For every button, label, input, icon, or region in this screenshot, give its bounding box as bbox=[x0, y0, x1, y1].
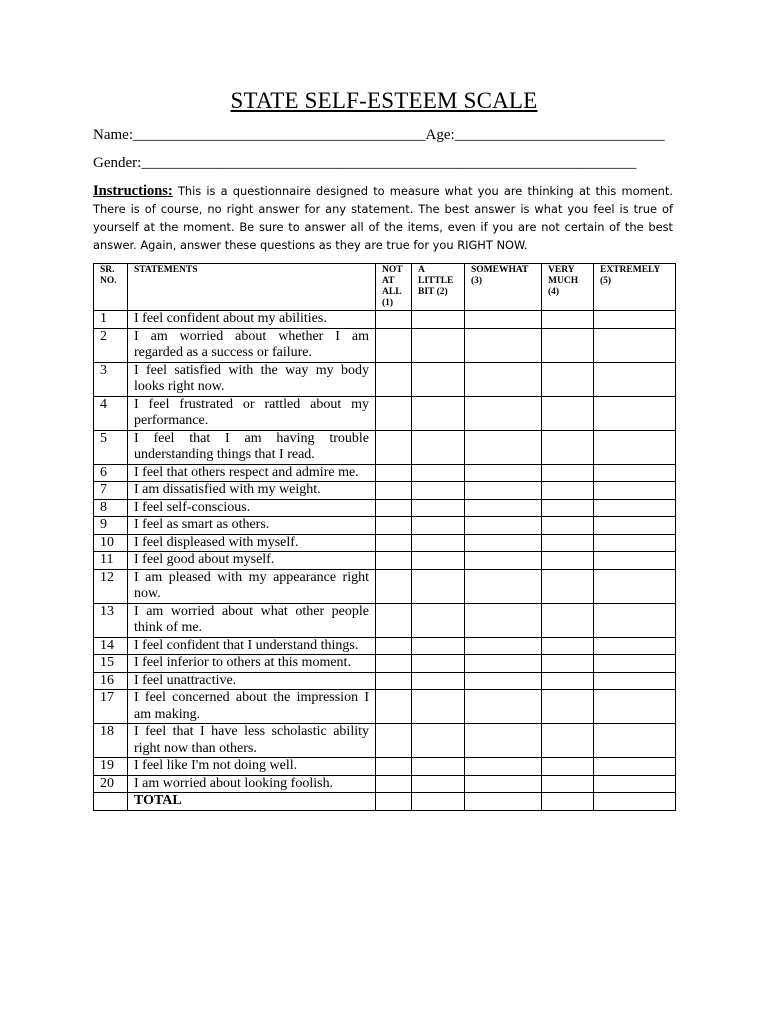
gender-label: Gender: bbox=[93, 155, 142, 171]
rating-cell-a-little-bit[interactable] bbox=[412, 637, 465, 655]
rating-cell-very-much[interactable] bbox=[542, 430, 594, 464]
rating-cell-very-much[interactable] bbox=[542, 672, 594, 690]
table-row bbox=[94, 775, 676, 793]
rating-cell-extremely[interactable] bbox=[594, 637, 676, 655]
item-number: 13 bbox=[94, 603, 128, 637]
rating-cell-not-at-all[interactable] bbox=[376, 328, 412, 362]
rating-cell-not-at-all[interactable] bbox=[376, 724, 412, 758]
table-row bbox=[94, 690, 676, 724]
item-number: 12 bbox=[94, 569, 128, 603]
rating-cell-a-little-bit[interactable] bbox=[412, 482, 465, 500]
gender-field[interactable]: __________________________________________________________________ bbox=[141, 155, 637, 171]
rating-cell-not-at-all[interactable] bbox=[376, 569, 412, 603]
rating-cell-very-much[interactable] bbox=[542, 482, 594, 500]
rating-cell-somewhat[interactable] bbox=[465, 464, 542, 482]
item-number: 11 bbox=[94, 552, 128, 570]
rating-cell-not-at-all[interactable] bbox=[376, 396, 412, 430]
rating-cell-extremely[interactable] bbox=[594, 396, 676, 430]
rating-cell-somewhat[interactable] bbox=[465, 482, 542, 500]
item-statement: I feel like I'm not doing well. bbox=[128, 758, 376, 776]
item-number: 7 bbox=[94, 482, 128, 500]
rating-cell-somewhat[interactable] bbox=[465, 311, 542, 329]
item-statement: I feel that I am having trouble understanding things that I read. bbox=[128, 430, 376, 464]
table-row bbox=[94, 517, 676, 535]
table-row bbox=[94, 499, 676, 517]
rating-cell-extremely[interactable] bbox=[594, 534, 676, 552]
table-row bbox=[94, 534, 676, 552]
instructions-text: This is a questionnaire designed to measure what you are thinking at this moment. There is of course, no right answer for any statement. The best answer is what you feel is true of yourself at the moment. Be sure to answer all of the items, even if you are not certain of the best answer. Again, answer these questions as they are true for you RIGHT NOW. bbox=[93, 184, 673, 252]
rating-cell-a-little-bit[interactable] bbox=[412, 517, 465, 535]
item-number: 5 bbox=[94, 430, 128, 464]
item-number: 8 bbox=[94, 499, 128, 517]
rating-cell-a-little-bit[interactable] bbox=[412, 724, 465, 758]
table-row bbox=[94, 482, 676, 500]
age-field[interactable]: ____________________________ bbox=[454, 127, 665, 143]
item-number: 15 bbox=[94, 655, 128, 673]
instructions bbox=[93, 182, 673, 254]
rating-cell-not-at-all[interactable] bbox=[376, 482, 412, 500]
rating-cell-a-little-bit[interactable] bbox=[412, 311, 465, 329]
rating-cell-a-little-bit[interactable] bbox=[412, 758, 465, 776]
rating-cell-not-at-all[interactable] bbox=[376, 775, 412, 793]
rating-cell-extremely[interactable] bbox=[594, 311, 676, 329]
rating-cell-a-little-bit[interactable] bbox=[412, 775, 465, 793]
item-statement: I feel that I have less scholastic ability right now than others. bbox=[128, 724, 376, 758]
header-a-little-bit: A LITTLE BIT (2) bbox=[412, 264, 465, 311]
age-label: Age: bbox=[425, 127, 455, 143]
rating-cell-very-much[interactable] bbox=[542, 552, 594, 570]
rating-cell-somewhat[interactable] bbox=[465, 430, 542, 464]
rating-cell-somewhat[interactable] bbox=[465, 362, 542, 396]
total-row bbox=[94, 793, 676, 811]
rating-cell-very-much[interactable] bbox=[542, 311, 594, 329]
item-number: 20 bbox=[94, 775, 128, 793]
item-number: 4 bbox=[94, 396, 128, 430]
header-somewhat: SOMEWHAT (3) bbox=[465, 264, 542, 311]
rating-cell-not-at-all[interactable] bbox=[376, 311, 412, 329]
header-extremely: EXTREMELY (5) bbox=[594, 264, 676, 311]
rating-cell-somewhat[interactable] bbox=[465, 499, 542, 517]
rating-cell-extremely[interactable] bbox=[594, 362, 676, 396]
table-row bbox=[94, 311, 676, 329]
rating-cell-not-at-all[interactable] bbox=[376, 603, 412, 637]
item-statement: I feel as smart as others. bbox=[128, 517, 376, 535]
item-statement: I am worried about looking foolish. bbox=[128, 775, 376, 793]
item-number: 9 bbox=[94, 517, 128, 535]
total-cell-a-little-bit[interactable] bbox=[412, 793, 465, 811]
total-cell-not-at-all[interactable] bbox=[376, 793, 412, 811]
item-statement: I feel displeased with myself. bbox=[128, 534, 376, 552]
rating-cell-very-much[interactable] bbox=[542, 655, 594, 673]
rating-cell-not-at-all[interactable] bbox=[376, 517, 412, 535]
rating-cell-very-much[interactable] bbox=[542, 569, 594, 603]
table-row bbox=[94, 569, 676, 603]
rating-cell-not-at-all[interactable] bbox=[376, 672, 412, 690]
item-statement: I feel confident about my abilities. bbox=[128, 311, 376, 329]
rating-cell-somewhat[interactable] bbox=[465, 517, 542, 535]
item-statement: I feel confident that I understand things. bbox=[128, 637, 376, 655]
page-title: STATE SELF-ESTEEM SCALE bbox=[230, 88, 538, 113]
rating-cell-not-at-all[interactable] bbox=[376, 464, 412, 482]
rating-cell-a-little-bit[interactable] bbox=[412, 499, 465, 517]
item-statement: I am dissatisfied with my weight. bbox=[128, 482, 376, 500]
rating-cell-extremely[interactable] bbox=[594, 603, 676, 637]
rating-cell-very-much[interactable] bbox=[542, 396, 594, 430]
rating-cell-somewhat[interactable] bbox=[465, 655, 542, 673]
rating-cell-somewhat[interactable] bbox=[465, 569, 542, 603]
rating-cell-not-at-all[interactable] bbox=[376, 499, 412, 517]
total-cell-extremely[interactable] bbox=[594, 793, 676, 811]
rating-cell-a-little-bit[interactable] bbox=[412, 396, 465, 430]
item-number: 10 bbox=[94, 534, 128, 552]
rating-cell-a-little-bit[interactable] bbox=[412, 603, 465, 637]
rating-cell-very-much[interactable] bbox=[542, 328, 594, 362]
table-row bbox=[94, 758, 676, 776]
header-not-at-all: NOT AT ALL (1) bbox=[376, 264, 412, 311]
table-row bbox=[94, 672, 676, 690]
rating-cell-extremely[interactable] bbox=[594, 655, 676, 673]
item-statement: I am worried about whether I am regarded as a success or failure. bbox=[128, 328, 376, 362]
rating-cell-extremely[interactable] bbox=[594, 499, 676, 517]
item-statement: I feel unattractive. bbox=[128, 672, 376, 690]
table-row bbox=[94, 396, 676, 430]
item-number: 14 bbox=[94, 637, 128, 655]
rating-cell-extremely[interactable] bbox=[594, 464, 676, 482]
rating-cell-a-little-bit[interactable] bbox=[412, 464, 465, 482]
total-cell-somewhat[interactable] bbox=[465, 793, 542, 811]
table-row bbox=[94, 430, 676, 464]
rating-cell-extremely[interactable] bbox=[594, 517, 676, 535]
item-statement: I feel good about myself. bbox=[128, 552, 376, 570]
item-number: 18 bbox=[94, 724, 128, 758]
item-number: 2 bbox=[94, 328, 128, 362]
rating-cell-somewhat[interactable] bbox=[465, 552, 542, 570]
header-sr-no: SR. NO. bbox=[94, 264, 128, 311]
rating-cell-very-much[interactable] bbox=[542, 517, 594, 535]
item-statement: I feel inferior to others at this moment. bbox=[128, 655, 376, 673]
rating-cell-extremely[interactable] bbox=[594, 672, 676, 690]
header-statements: STATEMENTS bbox=[128, 264, 376, 311]
rating-cell-somewhat[interactable] bbox=[465, 396, 542, 430]
rating-cell-not-at-all[interactable] bbox=[376, 534, 412, 552]
total-empty-cell bbox=[94, 793, 128, 811]
item-number: 3 bbox=[94, 362, 128, 396]
item-statement: I feel concerned about the impression I am making. bbox=[128, 690, 376, 724]
header-very-much: VERY MUCH (4) bbox=[542, 264, 594, 311]
rating-cell-a-little-bit[interactable] bbox=[412, 672, 465, 690]
table-header-row bbox=[94, 264, 676, 311]
rating-cell-very-much[interactable] bbox=[542, 758, 594, 776]
rating-cell-very-much[interactable] bbox=[542, 534, 594, 552]
rating-cell-a-little-bit[interactable] bbox=[412, 534, 465, 552]
rating-cell-not-at-all[interactable] bbox=[376, 690, 412, 724]
name-field[interactable]: _______________________________________ bbox=[132, 127, 426, 143]
rating-cell-extremely[interactable] bbox=[594, 690, 676, 724]
rating-cell-extremely[interactable] bbox=[594, 758, 676, 776]
rating-cell-somewhat[interactable] bbox=[465, 724, 542, 758]
item-statement: I feel frustrated or rattled about my performance. bbox=[128, 396, 376, 430]
item-number: 19 bbox=[94, 758, 128, 776]
rating-cell-a-little-bit[interactable] bbox=[412, 552, 465, 570]
rating-cell-somewhat[interactable] bbox=[465, 672, 542, 690]
rating-cell-not-at-all[interactable] bbox=[376, 655, 412, 673]
rating-cell-a-little-bit[interactable] bbox=[412, 328, 465, 362]
item-statement: I feel that others respect and admire me. bbox=[128, 464, 376, 482]
rating-cell-not-at-all[interactable] bbox=[376, 552, 412, 570]
rating-cell-very-much[interactable] bbox=[542, 362, 594, 396]
table-row bbox=[94, 552, 676, 570]
item-statement: I am worried about what other people think of me. bbox=[128, 603, 376, 637]
item-statement: I feel self-conscious. bbox=[128, 499, 376, 517]
item-statement: I feel satisfied with the way my body looks right now. bbox=[128, 362, 376, 396]
total-cell-very-much[interactable] bbox=[542, 793, 594, 811]
rating-cell-very-much[interactable] bbox=[542, 603, 594, 637]
rating-cell-very-much[interactable] bbox=[542, 775, 594, 793]
rating-cell-not-at-all[interactable] bbox=[376, 362, 412, 396]
rating-cell-extremely[interactable] bbox=[594, 775, 676, 793]
rating-cell-somewhat[interactable] bbox=[465, 775, 542, 793]
rating-cell-very-much[interactable] bbox=[542, 637, 594, 655]
instructions-label: Instructions: bbox=[93, 183, 173, 199]
name-age-row bbox=[93, 127, 673, 144]
rating-cell-extremely[interactable] bbox=[594, 552, 676, 570]
rating-cell-somewhat[interactable] bbox=[465, 758, 542, 776]
rating-cell-extremely[interactable] bbox=[594, 430, 676, 464]
name-label: Name: bbox=[93, 127, 133, 143]
total-label: TOTAL bbox=[128, 793, 376, 811]
table-body bbox=[94, 311, 676, 811]
item-number: 6 bbox=[94, 464, 128, 482]
rating-cell-somewhat[interactable] bbox=[465, 534, 542, 552]
rating-cell-extremely[interactable] bbox=[594, 328, 676, 362]
rating-cell-very-much[interactable] bbox=[542, 499, 594, 517]
item-number: 1 bbox=[94, 311, 128, 329]
rating-cell-somewhat[interactable] bbox=[465, 328, 542, 362]
table-row bbox=[94, 362, 676, 396]
rating-cell-not-at-all[interactable] bbox=[376, 637, 412, 655]
rating-cell-very-much[interactable] bbox=[542, 464, 594, 482]
table-row bbox=[94, 464, 676, 482]
rating-cell-a-little-bit[interactable] bbox=[412, 690, 465, 724]
item-number: 17 bbox=[94, 690, 128, 724]
table-row bbox=[94, 724, 676, 758]
table-row bbox=[94, 603, 676, 637]
rating-cell-extremely[interactable] bbox=[594, 482, 676, 500]
rating-cell-a-little-bit[interactable] bbox=[412, 430, 465, 464]
rating-cell-a-little-bit[interactable] bbox=[412, 362, 465, 396]
rating-cell-somewhat[interactable] bbox=[465, 637, 542, 655]
rating-cell-not-at-all[interactable] bbox=[376, 430, 412, 464]
gender-row bbox=[93, 155, 673, 172]
rating-cell-a-little-bit[interactable] bbox=[412, 655, 465, 673]
rating-cell-very-much[interactable] bbox=[542, 690, 594, 724]
item-statement: I am pleased with my appearance right now. bbox=[128, 569, 376, 603]
rating-cell-somewhat[interactable] bbox=[465, 690, 542, 724]
rating-cell-extremely[interactable] bbox=[594, 724, 676, 758]
table-row bbox=[94, 328, 676, 362]
rating-cell-not-at-all[interactable] bbox=[376, 758, 412, 776]
rating-cell-a-little-bit[interactable] bbox=[412, 569, 465, 603]
table-row bbox=[94, 637, 676, 655]
rating-cell-very-much[interactable] bbox=[542, 724, 594, 758]
rating-table bbox=[93, 263, 676, 811]
rating-cell-extremely[interactable] bbox=[594, 569, 676, 603]
table-row bbox=[94, 655, 676, 673]
item-number: 16 bbox=[94, 672, 128, 690]
rating-cell-somewhat[interactable] bbox=[465, 603, 542, 637]
